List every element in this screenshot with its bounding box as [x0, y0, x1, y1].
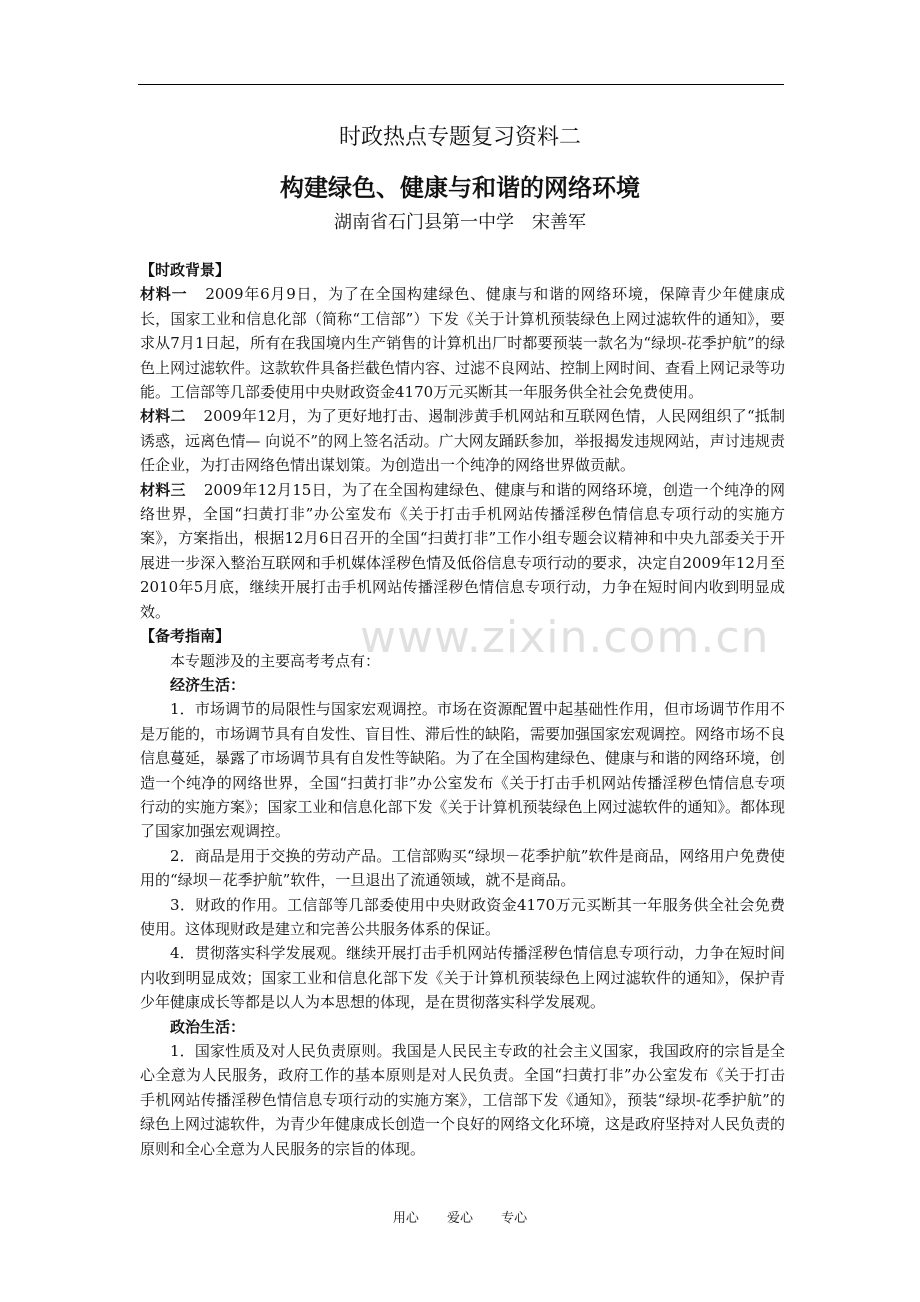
footer-item: 爱心 [446, 1211, 473, 1226]
economy-heading: 经济生活： [170, 675, 246, 694]
header-rule [138, 84, 784, 85]
politics-point: 1．国家性质及对人民负责原则。我国是人民民主专政的社会主义国家，我国政府的宗旨是全心全意为人民服务，政府工作的基本原则是对人民负责。全国“扫黄打非”办公室发布《关于打击手机网站传播淫秽色情信息专项行动的实施方案》，工信部下发《通知》，预装“绿坝-花季护航”的绿色上网过滤软件，为青少年健康成长创造一个良好的网络文化环境，这是政府坚持对人民负责的原则和全心全意为人民服务的宗旨的体现。 [140, 1042, 786, 1158]
main-title: 构建绿色、健康与和谐的网络环境 [280, 173, 640, 202]
economy-point: 1．市场调节的局限性与国家宏观调控。市场在资源配置中起基础性作用，但市场调节作用不是万能的，市场调节具有自发性、盲目性、滞后性的缺陷，需要加强国家宏观调控。网络市场不良信息蔓延，暴露了市场调节具有自发性等缺陷。为了在全国构建绿色、健康与和谐的网络环境，创造一个纯净的网络世界，全国“扫黄打非”办公室发布《关于打击手机网站传播淫秽色情信息专项行动的实施方案》；国家工业和信息化部下发《关于计算机预装绿色上网过滤软件的通知》。都体现了国家加强宏观调控。 [140, 700, 786, 841]
material-label: 材料二 [140, 407, 186, 426]
material-1 [140, 282, 785, 404]
guide-intro: 本专题涉及的主要高考考点有： [170, 651, 381, 670]
footer-item: 专心 [501, 1211, 528, 1226]
material-3 [140, 478, 785, 624]
politics-heading: 政治生活： [170, 1017, 246, 1036]
watermark: www.zixin.com.cn [360, 612, 770, 663]
economy-point: 2．商品是用于交换的劳动产品。工信部购买“绿坝－花季护航”软件是商品，网络用户免费使用的“绿坝－花季护航”软件，一旦退出了流通领域，就不是商品。 [140, 846, 785, 890]
material-label: 材料一 [140, 285, 188, 304]
economy-point: 4．贯彻落实科学发展观。继续开展打击手机网站传播淫秽色情信息专项行动，力争在短时间内收到明显成效；国家工业和信息化部下发《关于计算机预装绿色上网过滤软件的通知》，保护青少年健康成长等都是以人为本思想的体现，是在贯彻落实科学发展观。 [140, 944, 785, 1012]
guide-heading: 【备考指南】 [140, 627, 231, 646]
footer-item: 用心 [392, 1211, 419, 1226]
page-footer [0, 1207, 920, 1226]
material-2 [140, 404, 785, 477]
material-text: 2009年6月9日，为了在全国构建绿色、健康与和谐的网络环境，保障青少年健康成长，国家工业和信息化部（简称“工信部”）下发《关于计算机预装绿色上网过滤软件的通知》，要求从7月1日起，所有在我国境内生产销售的计算机出厂时都要预装一款名为“绿坝-花季护航”的绿色上网过滤软件。这款软件具备拦截色情内容、过滤不良网站、控制上网时间、查看上网记录等功能。工信部等几部委使用中央财政资金4170万元买断其一年服务供全社会免费使用。 [140, 285, 786, 402]
background-heading: 【时政背景】 [140, 261, 231, 279]
author-line: 湖南省石门县第一中学 宋善军 [334, 212, 586, 233]
economy-point: 3．财政的作用。工信部等几部委使用中央财政资金4170万元买断其一年服务供全社会免费使用。这体现财政是建立和完善公共服务体系的保证。 [140, 895, 785, 938]
material-text: 2009年12月15日，为了在全国构建绿色、健康与和谐的网络环境，创造一个纯净的网络世界，全国“扫黄打非”办公室发布《关于打击手机网站传播淫秽色情信息专项行动的实施方案》，方案指出，根据12月6日召开的全国“扫黄打非”工作小组专题会议精神和中央九部委关于开展进一步深入整治互联网和手机媒体淫秽色情及低俗信息专项行动的要求，决定自2009年12月至2010年5月底，继续开展打击手机网站传播淫秽色情信息专项行动，力争在短时间内收到明显成效。 [140, 480, 785, 621]
series-title: 时政热点专题复习资料二 [338, 125, 581, 150]
material-label: 材料三 [140, 480, 186, 499]
material-text: 2009年12月，为了更好地打击、遏制涉黄手机网站和互联网色情，人民网组织了“抵制诱惑，远离色情— 向说不”的网上签名活动。广大网友踊跃参加，举报揭发违规网站，声讨违规责任企业，为打击网络色情出谋划策。为创造出一个纯净的网络世界做贡献。 [140, 407, 785, 475]
document-body [140, 258, 785, 1161]
